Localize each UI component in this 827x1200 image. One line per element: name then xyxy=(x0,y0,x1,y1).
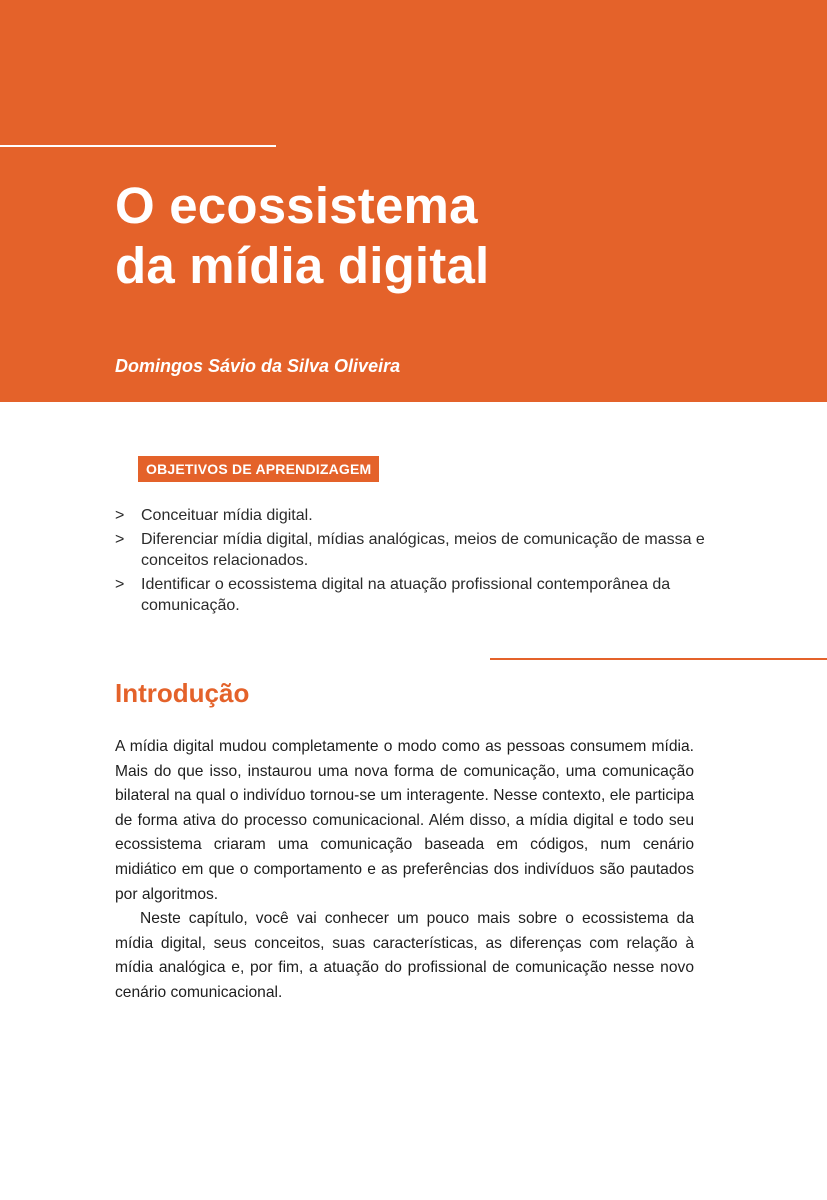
body-paragraph: A mídia digital mudou completamente o modo como as pessoas consumem mídia. Mais do que isso, instaurou uma nova forma de comunicação, uma comunicação bilateral na qual o indivíduo tornou-se um interagente. Nesse contexto, ele participa de forma ativa do processo comunicacional. Além disso, a mídia digital e todo seu ecossistema criaram uma comunicação baseada em códigos, num cenário midiático em que o comportamento e as preferências dos indivíduos são pautados por algoritmos. xyxy=(115,738,694,903)
objective-bullet: > xyxy=(115,576,125,593)
objective-item xyxy=(115,505,715,526)
objective-bullet: > xyxy=(115,531,125,548)
objective-text: Identificar o ecossistema digital na atuação profissional contemporânea da comunicação. xyxy=(141,576,671,614)
chapter-title-line-2: da mídia digital xyxy=(115,237,490,294)
header-rule xyxy=(0,145,276,147)
objectives-list xyxy=(115,505,715,619)
chapter-title xyxy=(115,176,795,296)
objective-bullet: > xyxy=(115,507,125,524)
chapter-title-line-1: O ecossistema xyxy=(115,177,478,234)
chapter-header-banner xyxy=(0,0,827,402)
section-body xyxy=(115,735,694,1006)
objective-text: Diferenciar mídia digital, mídias analógicas, meios de comunicação de massa e conceitos relacionados. xyxy=(141,531,705,569)
chapter-author: Domingos Sávio da Silva Oliveira xyxy=(115,356,401,376)
objective-item xyxy=(115,574,715,616)
objective-item xyxy=(115,529,715,571)
section-heading: Introdução xyxy=(115,678,250,708)
objective-text: Conceituar mídia digital. xyxy=(141,507,313,524)
section-rule xyxy=(490,658,827,660)
body-paragraph: Neste capítulo, você vai conhecer um pouco mais sobre o ecossistema da mídia digital, seus conceitos, suas características, as diferenças com relação à mídia analógica e, por fim, a atuação do profissional de comunicação nesse novo cenário comunicacional. xyxy=(115,910,694,1001)
objectives-label: OBJETIVOS DE APRENDIZAGEM xyxy=(138,456,379,482)
